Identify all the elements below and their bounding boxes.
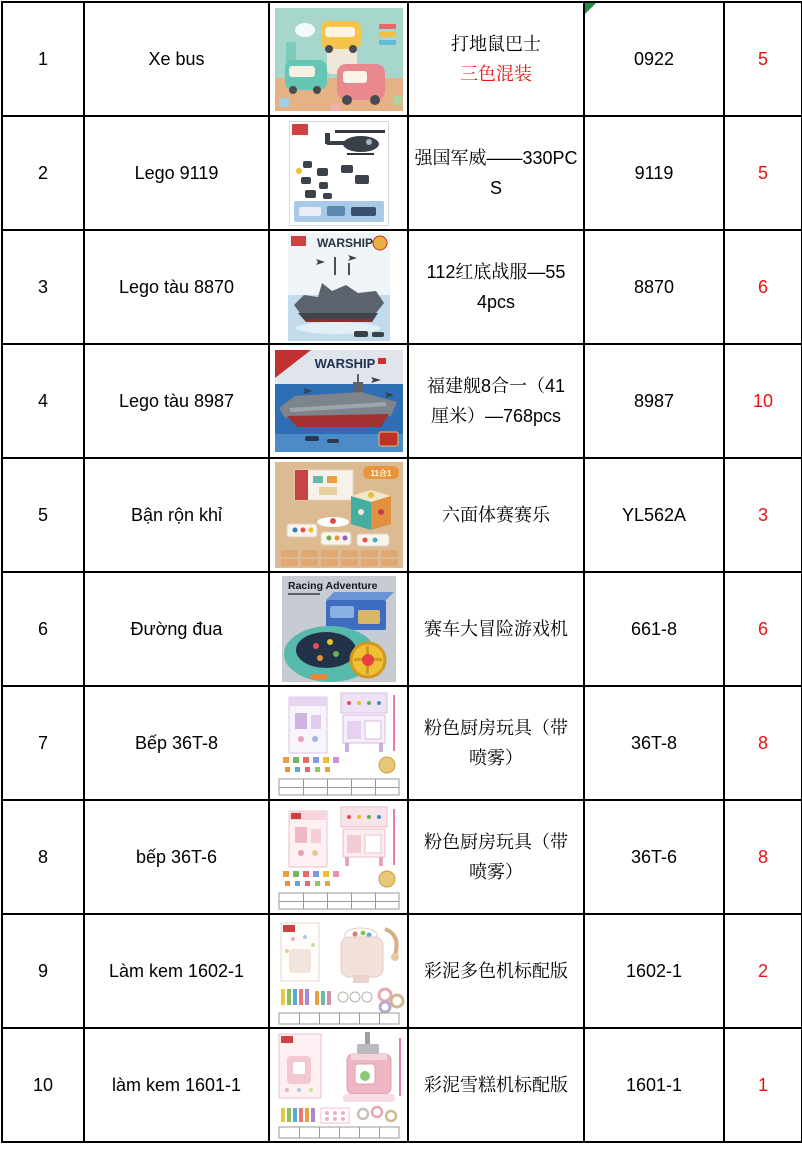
row-number: 3: [37, 276, 48, 297]
cell-image[interactable]: [269, 1028, 408, 1142]
racing-adventure-title-text: Racing Adventure: [287, 580, 377, 592]
product-name: Đường đua: [130, 618, 223, 639]
table-row: [2, 458, 802, 572]
bus-toys-icon: [275, 8, 403, 111]
product-image-clay-machine[interactable]: [270, 1030, 407, 1140]
product-name: Lego tàu 8870: [118, 276, 235, 297]
cell-quantity[interactable]: [724, 800, 802, 914]
badge-11in1-text: 11合1: [370, 469, 391, 478]
cell-description[interactable]: [408, 800, 584, 914]
kitchen-purple-icon: [275, 689, 403, 797]
cell-index[interactable]: [2, 230, 84, 344]
cell-description[interactable]: [408, 344, 584, 458]
cell-name[interactable]: [84, 230, 269, 344]
row-number: 1: [37, 48, 48, 69]
table-row: [2, 344, 802, 458]
description-line: 粉色厨房玩具（带: [424, 718, 568, 738]
product-code: 1601-1: [625, 1074, 683, 1095]
racing-game-icon: [282, 576, 396, 682]
description-line: 赛车大冒险游戏机: [424, 619, 568, 639]
cell-image[interactable]: [269, 572, 408, 686]
description-line: 六面体赛赛乐: [442, 505, 550, 525]
row-number: 9: [37, 960, 48, 981]
cell-image[interactable]: [269, 914, 408, 1028]
cell-code[interactable]: [584, 116, 724, 230]
description-line: 粉色厨房玩具（带: [424, 832, 568, 852]
product-name: bếp 36T-6: [135, 846, 218, 867]
cell-code[interactable]: [584, 572, 724, 686]
cell-quantity[interactable]: [724, 2, 802, 116]
table-row: [2, 800, 802, 914]
product-image-warship-box[interactable]: [270, 233, 407, 341]
cell-quantity[interactable]: [724, 914, 802, 1028]
cell-image[interactable]: [269, 458, 408, 572]
warship-box-icon: [288, 233, 390, 341]
cell-code[interactable]: [584, 914, 724, 1028]
cell-quantity[interactable]: [724, 686, 802, 800]
cell-description[interactable]: [408, 2, 584, 116]
cell-index[interactable]: [2, 800, 84, 914]
product-name: Lego 9119: [134, 162, 219, 183]
cell-quantity[interactable]: [724, 572, 802, 686]
cell-description[interactable]: [408, 116, 584, 230]
product-code: 661-8: [630, 618, 678, 639]
cell-image[interactable]: [269, 686, 408, 800]
cell-image[interactable]: [269, 344, 408, 458]
description-line: 112红底战服—55: [426, 262, 566, 282]
cell-code[interactable]: [584, 1028, 724, 1142]
clay-maker-icon: [273, 917, 405, 1025]
cell-description[interactable]: [408, 1028, 584, 1142]
carrier-box-icon: [275, 350, 403, 452]
product-image-racing-game[interactable]: [270, 576, 407, 682]
cell-quantity[interactable]: [724, 230, 802, 344]
description-line: 厘米）—768pcs: [430, 406, 562, 426]
product-code: 36T-6: [630, 846, 678, 867]
product-image-clay-maker[interactable]: [270, 917, 407, 1025]
cell-code[interactable]: [584, 800, 724, 914]
quantity-value: 3: [757, 504, 768, 525]
cell-image[interactable]: [269, 230, 408, 344]
row-number: 7: [37, 732, 48, 753]
description-line: 福建舰8合一（41: [426, 376, 566, 396]
cell-name[interactable]: [84, 1028, 269, 1142]
cell-code[interactable]: [584, 2, 724, 116]
cell-index[interactable]: [2, 344, 84, 458]
product-code: 0922: [633, 48, 675, 69]
table-row: [2, 914, 802, 1028]
cell-quantity[interactable]: [724, 458, 802, 572]
table-row: [2, 2, 802, 116]
description-line: 彩泥多色机标配版: [424, 961, 568, 981]
cell-description[interactable]: [408, 230, 584, 344]
cell-code[interactable]: [584, 686, 724, 800]
row-number: 5: [37, 504, 48, 525]
cell-code[interactable]: [584, 458, 724, 572]
cell-description[interactable]: [408, 686, 584, 800]
product-image-busy-cube[interactable]: [270, 462, 407, 568]
cell-index[interactable]: [2, 2, 84, 116]
cell-description[interactable]: [408, 458, 584, 572]
product-name: Lego tàu 8987: [118, 390, 235, 411]
quantity-value: 5: [757, 162, 768, 183]
cell-index[interactable]: [2, 1028, 84, 1142]
cell-image[interactable]: [269, 2, 408, 116]
description-line: 强国军威——330PC: [414, 148, 578, 168]
cell-quantity[interactable]: [724, 344, 802, 458]
warship-title-text: WARSHIP: [316, 236, 373, 250]
table-row: [2, 116, 802, 230]
cell-name[interactable]: [84, 572, 269, 686]
cell-code[interactable]: [584, 344, 724, 458]
cell-index[interactable]: [2, 116, 84, 230]
quantity-value: 6: [757, 618, 768, 639]
product-code: 1602-1: [625, 960, 683, 981]
product-table: [1, 1, 802, 1143]
cell-name[interactable]: [84, 800, 269, 914]
product-name: Làm kem 1602-1: [108, 960, 245, 981]
product-code: 8987: [633, 390, 675, 411]
description-line: 打地鼠巴士: [451, 34, 541, 54]
cell-index[interactable]: [2, 686, 84, 800]
cell-name[interactable]: [84, 458, 269, 572]
product-name: Xe bus: [148, 48, 205, 69]
table-row: [2, 572, 802, 686]
cell-description[interactable]: [408, 572, 584, 686]
busy-cube-icon: [275, 462, 403, 568]
table-row: [2, 1028, 802, 1142]
quantity-value: 8: [757, 846, 768, 867]
table-row: [2, 686, 802, 800]
quantity-value: 6: [757, 276, 768, 297]
cell-code[interactable]: [584, 230, 724, 344]
cell-quantity[interactable]: [724, 1028, 802, 1142]
kitchen-pink-icon: [275, 803, 403, 911]
product-image-carrier-box[interactable]: [270, 350, 407, 452]
description-line: 4pcs: [476, 292, 516, 312]
product-name: Bếp 36T-8: [134, 732, 219, 753]
quantity-value: 8: [757, 732, 768, 753]
cell-name[interactable]: [84, 116, 269, 230]
product-code: YL562A: [621, 504, 687, 525]
cell-name[interactable]: [84, 914, 269, 1028]
row-number: 4: [37, 390, 48, 411]
product-code: 36T-8: [630, 732, 678, 753]
cell-name[interactable]: [84, 2, 269, 116]
product-name: làm kem 1601-1: [111, 1074, 242, 1095]
cell-error-indicator[interactable]: [585, 3, 596, 14]
product-image-kitchen-purple[interactable]: [270, 689, 407, 797]
cell-quantity[interactable]: [724, 116, 802, 230]
product-name: Bận rộn khỉ: [130, 504, 223, 525]
product-image-bus-toys[interactable]: [270, 8, 407, 111]
row-number: 6: [37, 618, 48, 639]
description-line: 喷雾）: [469, 862, 523, 882]
row-number: 10: [32, 1074, 54, 1095]
cell-index[interactable]: [2, 458, 84, 572]
clay-machine-icon: [273, 1030, 405, 1140]
cell-image[interactable]: [269, 116, 408, 230]
product-image-lego-helicopter[interactable]: [270, 121, 407, 226]
description-line: 喷雾）: [469, 748, 523, 768]
description-note-red: 三色混装: [460, 64, 532, 84]
cell-name[interactable]: [84, 686, 269, 800]
cell-index[interactable]: [2, 572, 84, 686]
cell-description[interactable]: [408, 914, 584, 1028]
description-line: S: [489, 178, 502, 198]
warship-title-text: WARSHIP: [314, 356, 375, 371]
cell-image[interactable]: [269, 800, 408, 914]
row-number: 8: [37, 846, 48, 867]
product-image-kitchen-pink[interactable]: [270, 803, 407, 911]
quantity-value: 1: [757, 1074, 768, 1095]
cell-index[interactable]: [2, 914, 84, 1028]
cell-name[interactable]: [84, 344, 269, 458]
quantity-value: 2: [757, 960, 768, 981]
description-line: 彩泥雪糕机标配版: [424, 1075, 568, 1095]
product-code: 8870: [633, 276, 675, 297]
table-row: [2, 230, 802, 344]
row-number: 2: [37, 162, 48, 183]
quantity-value: 5: [757, 48, 768, 69]
quantity-value: 10: [752, 390, 774, 411]
product-code: 9119: [634, 162, 674, 183]
lego-helicopter-icon: [289, 121, 389, 226]
